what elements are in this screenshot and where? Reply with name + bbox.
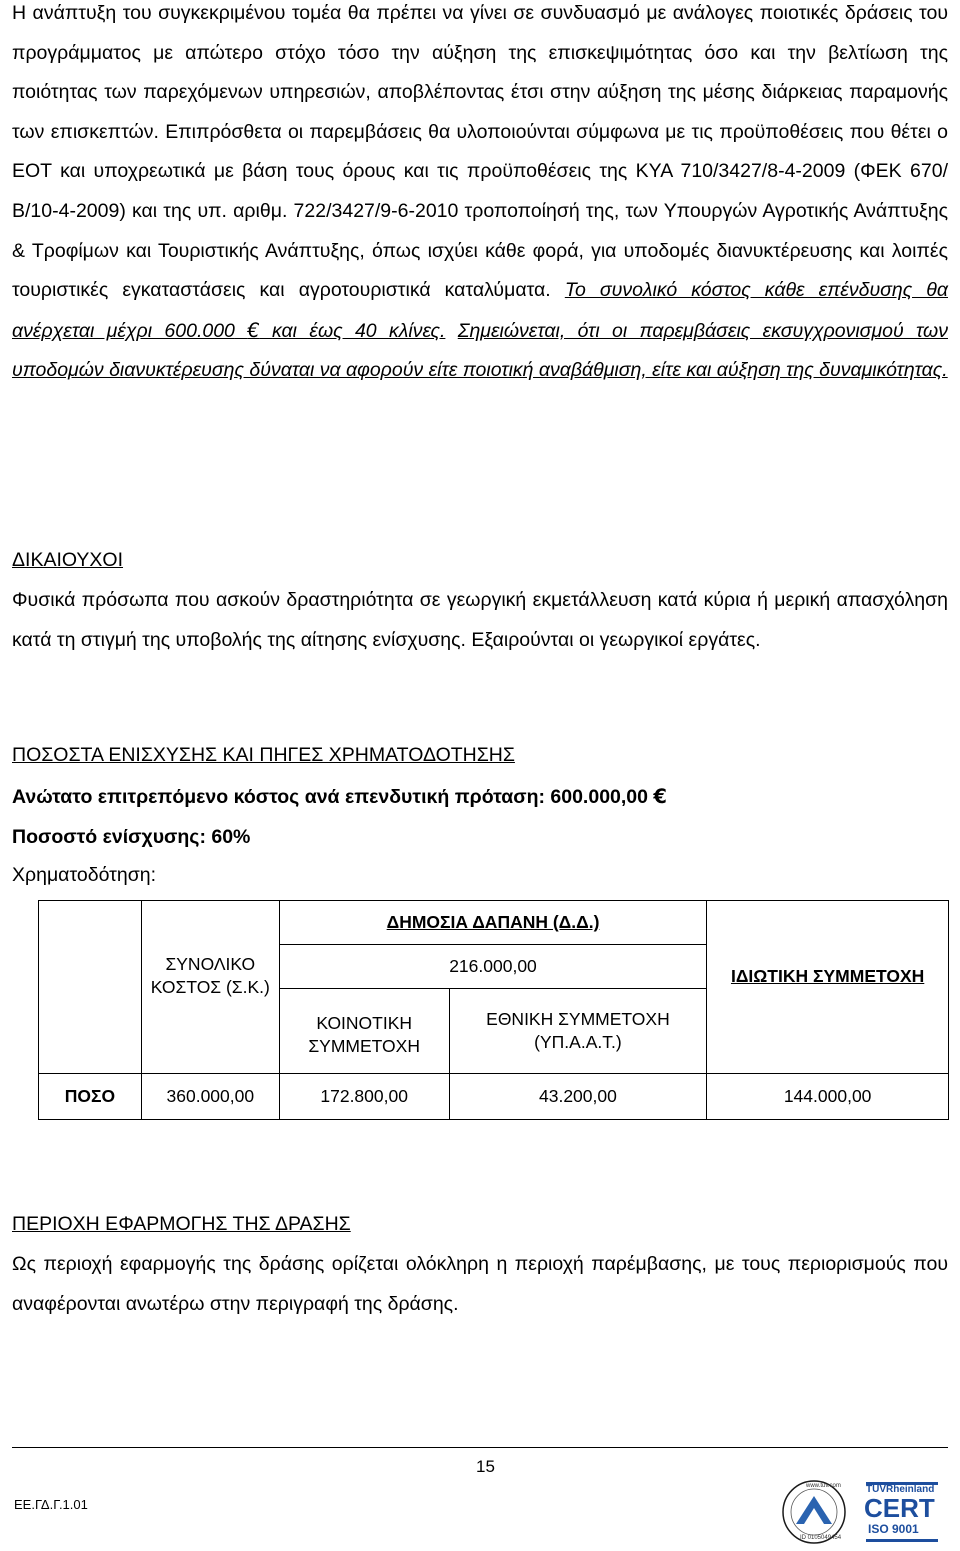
cert-brand: TÜVRheinland xyxy=(866,1484,935,1495)
intro-paragraph-block xyxy=(12,0,948,391)
document-code: ΕΕ.ΓΔ.Γ.1.01 xyxy=(14,1497,88,1512)
national-value: 43.200,00 xyxy=(449,1074,707,1120)
financing-label: Χρηματοδότηση: xyxy=(12,864,156,886)
private-contribution-header: ΙΔΙΩΤΙΚΗ ΣΥΜΜΕΤΟΧΗ xyxy=(707,901,949,1074)
national-contribution-header: ΕΘΝΙΚΗ ΣΥΜΜΕΤΟΧΗ (ΥΠ.Α.Α.Τ.) xyxy=(449,989,707,1074)
beneficiaries-block xyxy=(12,581,948,660)
cost-limit-text: Το συνολικό κόστος κάθε επένδυσης θα ανέρχεται μέχρι 600.000 € και έως 40 κλίνες. xyxy=(12,279,948,342)
max-cost-line: Ανώτατο επιτρεπόμενο κόστος ανά επενδυτική πρόταση: 600.000,00 € xyxy=(12,785,667,808)
euro-sign: € xyxy=(247,318,260,342)
private-value: 144.000,00 xyxy=(707,1074,949,1120)
intro-text: Η ανάπτυξη του συγκεκριμένου τομέα θα πρέπει να γίνει σε συνδυασμό με ανάλογες ποιοτικές δράσεις του προγράμματος με απώτερο στόχο τόσο την αύξηση της επισκεψιμότητας όσο και την βελτίωση της ποιότητας των παρεχόμενων υπηρεσιών, αποβλέποντας έτσι στην αύξηση της μέσης διάρκειας παραμονής των επισκεπτών. Επιπρόσθετα οι παρεμβάσεις θα υλοποιούνται σύμφωνα με τις προϋποθέσεις που θέτει ο ΕΟΤ και υποχρεωτικά με βάση τους όρους και τις προϋποθέσεις της ΚΥΑ 710/3427/8-4-2009 (ΦΕΚ 670/Β/10-4-2009) και της υπ. αριθμ. 722/3427/9-6-2010 τροποποίησή της, των Υπουργών Αγροτικής Ανάπτυξης & Τροφίμων και Τουριστικής Ανάπτυξης, όπως ισχύει κάθε φορά, για υποδομές διανυκτέρευσης και λοιπές τουριστικές εγκαταστάσεις και αγροτουριστικά καταλύματα. xyxy=(12,2,948,302)
application-area-heading: ΠΕΡΙΟΧΗ ΕΦΑΡΜΟΓΗΣ ΤΗΣ ΔΡΑΣΗΣ xyxy=(12,1213,351,1235)
total-cost-header: ΣΥΝΟΛΙΚΟ ΚΟΣΤΟΣ (Σ.Κ.) xyxy=(141,901,279,1074)
total-cost-value: 360.000,00 xyxy=(141,1074,279,1120)
cert-standard: ISO 9001 xyxy=(868,1522,919,1536)
page-number: 15 xyxy=(476,1457,495,1476)
community-contribution-header: ΚΟΙΝΟΤΙΚΗ ΣΥΜΜΕΤΟΧΗ xyxy=(279,989,449,1074)
intro-paragraph xyxy=(12,0,948,391)
empty-corner-cell xyxy=(39,901,142,1074)
beneficiaries-paragraph: Φυσικά πρόσωπα που ασκούν δραστηριότητα σε γεωργική εκμετάλλευση κατά κύρια ή μερική απασχόληση κατά τη στιγμή της υποβολής της αίτησης ενίσχυσης. Εξαιρούνται οι γεωργικοί εργάτες. xyxy=(12,589,948,651)
tuv-cert-logo xyxy=(780,1478,940,1546)
euro-sign: € xyxy=(653,785,667,808)
application-area-paragraph: Ως περιοχή εφαρμογής της δράσης ορίζεται ολόκληρη η περιοχή παρέμβασης, με τους περιορισμούς που αναφέρονται ανωτέρω στην περιγραφή της δράσης. xyxy=(12,1253,948,1315)
modernization-note: Σημειώνεται, ότι οι παρεμβάσεις εκσυγχρονισμού των υποδομών διανυκτέρευσης δύναται να αφορούν είτε ποιοτική αναβάθμιση, είτε και αύξηση της δυναμικότητας. xyxy=(12,319,948,382)
public-spending-header: ΔΗΜΟΣΙΑ ΔΑΠΑΝΗ (Δ.Δ.) xyxy=(279,901,707,945)
funding-rates-heading: ΠΟΣΟΣΤΑ ΕΝΙΣΧΥΣΗΣ ΚΑΙ ΠΗΓΕΣ ΧΡΗΜΑΤΟΔΟΤΗΣΗΣ xyxy=(12,744,515,766)
beneficiaries-heading: ΔΙΚΑΙΟΥΧΟΙ xyxy=(12,549,124,571)
cert-label: CERT xyxy=(864,1493,935,1523)
public-amount-cell: 216.000,00 xyxy=(279,945,707,989)
support-rate-line: Ποσοστό ενίσχυσης: 60% xyxy=(12,826,251,848)
financing-table xyxy=(38,900,949,1120)
application-area-block xyxy=(12,1245,948,1324)
cert-id: ID 0105049454 xyxy=(800,1535,842,1541)
community-value: 172.800,00 xyxy=(279,1074,449,1120)
cert-url: www.tuv.com xyxy=(806,1483,841,1489)
footer-divider xyxy=(12,1447,948,1448)
amount-row-label: ΠΟΣΟ xyxy=(39,1074,142,1120)
